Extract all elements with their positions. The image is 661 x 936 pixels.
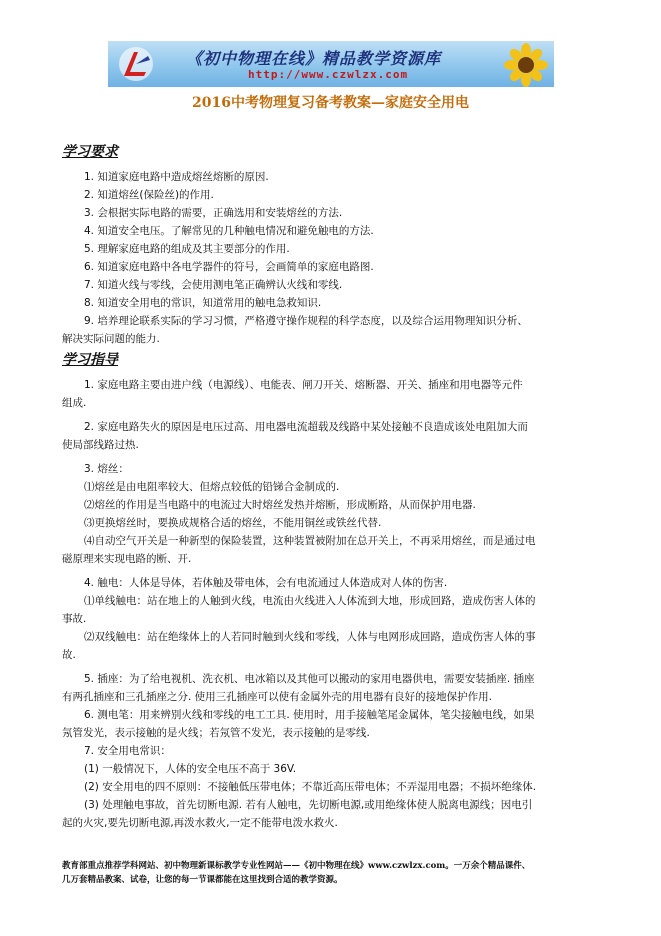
sunflower-icon	[504, 43, 548, 87]
guidance-line: ⑷自动空气开关是一种新型的保险装置，这种装置被附加在总开关上，不再采用熔丝，而是通过电	[84, 535, 536, 547]
requirement-item: 解决实际问题的能力.	[62, 333, 160, 345]
guidance-line: 5. 插座：为了给电视机、洗衣机、电冰箱以及其他可以搬动的家用电器供电，需要安装插座. 插座	[84, 673, 535, 685]
guidance-line: (2) 安全用电的四不原则：不接触低压带电体；不靠近高压带电体；不弄湿用电器；不损坏绝缘体.	[84, 781, 537, 793]
header-banner	[108, 41, 554, 87]
guidance-list	[62, 376, 597, 832]
guidance-line: 4. 触电：人体是导体，若体触及带电体，会有电流通过人体造成对人体的伤害.	[84, 577, 448, 589]
guidance-line: (1) 一般情况下，人体的安全电压不高于 36V.	[84, 763, 297, 775]
footer-line: 教育部重点推荐学科网站、初中物理新课标教学专业性网站——《初中物理在线》www.czwlzx.com。一万余个精品课件、	[62, 861, 531, 871]
requirement-item: 7. 知道火线与零线，会使用测电笔正确辨认火线和零线.	[84, 279, 343, 291]
guidance-line: (3) 处理触电事故，首先切断电源. 若有人触电，先切断电源,或用绝缘体使人脱离电源线；因电引	[84, 799, 533, 811]
guidance-line: ⑵双线触电：站在绝缘体上的人若同时触到火线和零线，人体与电网形成回路，造成伤害人体的事	[84, 631, 536, 643]
requirement-item: 5. 理解家庭电路的组成及其主要部分的作用.	[84, 243, 290, 255]
requirement-item: 1. 知道家庭电路中造成熔丝熔断的原因.	[84, 171, 269, 183]
requirement-item: 6. 知道家庭电路中各电学器件的符号，会画简单的家庭电路图.	[84, 261, 374, 273]
guidance-line: 3. 熔丝：	[84, 463, 129, 475]
site-logo-icon	[118, 46, 154, 82]
banner-title: 《初中物理在线》精品教学资源库	[186, 49, 442, 68]
section-heading-requirements: 学习要求	[62, 144, 118, 160]
banner-url[interactable]: http://www.czwlzx.com	[248, 68, 409, 81]
guidance-line: 使局部线路过热.	[62, 439, 139, 451]
requirement-item: 8. 知道安全用电的常识，知道常用的触电急救知识.	[84, 297, 322, 309]
guidance-line: 6. 测电笔：用来辨别火线和零线的电工工具. 使用时，用手接触笔尾金属体，笔尖接触电线，如果	[84, 709, 535, 721]
requirement-item: 3. 会根据实际电路的需要，正确选用和安装熔丝的方法.	[84, 207, 343, 219]
requirement-item: 9. 培养理论联系实际的学习习惯，严格遵守操作规程的科学态度，以及综合运用物理知识分析、	[84, 315, 528, 327]
guidance-line: ⑵熔丝的作用是当电路中的电流过大时熔丝发热并熔断，形成断路，从而保护用电器.	[84, 499, 476, 511]
guidance-line: 1. 家庭电路主要由进户线（电源线）、电能表、闸刀开关、熔断器、开关、插座和用电器等元件	[84, 379, 523, 391]
guidance-line: 磁原理来实现电路的断、开.	[62, 553, 192, 565]
guidance-line: 事故.	[62, 613, 87, 625]
page-footer	[62, 859, 602, 887]
guidance-line: 7. 安全用电常识：	[84, 745, 171, 757]
requirements-list	[62, 168, 604, 348]
footer-line: 几万套精品教案、试卷，让您的每一节课都能在这里找到合适的教学资源。	[62, 875, 343, 885]
guidance-line: 故.	[62, 649, 76, 661]
requirement-item: 2. 知道熔丝(保险丝)的作用.	[84, 189, 214, 201]
guidance-line: 组成.	[62, 397, 87, 409]
guidance-line: 氖管发光，表示接触的是火线；若氖管不发光，表示接触的是零线.	[62, 727, 370, 739]
document-title: 2016中考物理复习备考教案—家庭安全用电	[192, 95, 469, 111]
guidance-line: 起的火灾,要先切断电源,再泼水救火,一定不能带电泼水救火.	[62, 817, 338, 829]
guidance-line: ⑶更换熔丝时，要换成规格合适的熔丝，不能用铜丝或铁丝代替.	[84, 517, 382, 529]
guidance-line: ⑴熔丝是由电阻率较大、但熔点较低的铅锑合金制成的.	[84, 481, 340, 493]
section-heading-guidance: 学习指导	[62, 352, 118, 368]
guidance-line: 有两孔插座和三孔插座之分. 使用三孔插座可以使有金属外壳的用电器有良好的接地保护作用.	[62, 691, 493, 703]
guidance-line: 2. 家庭电路失火的原因是电压过高、用电器电流超载及线路中某处接触不良造成该处电阻加大而	[84, 421, 528, 433]
requirement-item: 4. 知道安全电压。了解常见的几种触电情况和避免触电的方法.	[84, 225, 374, 237]
guidance-line: ⑴单线触电：站在地上的人触到火线，电流由火线进入人体流到大地，形成回路，造成伤害人体的	[84, 595, 536, 607]
